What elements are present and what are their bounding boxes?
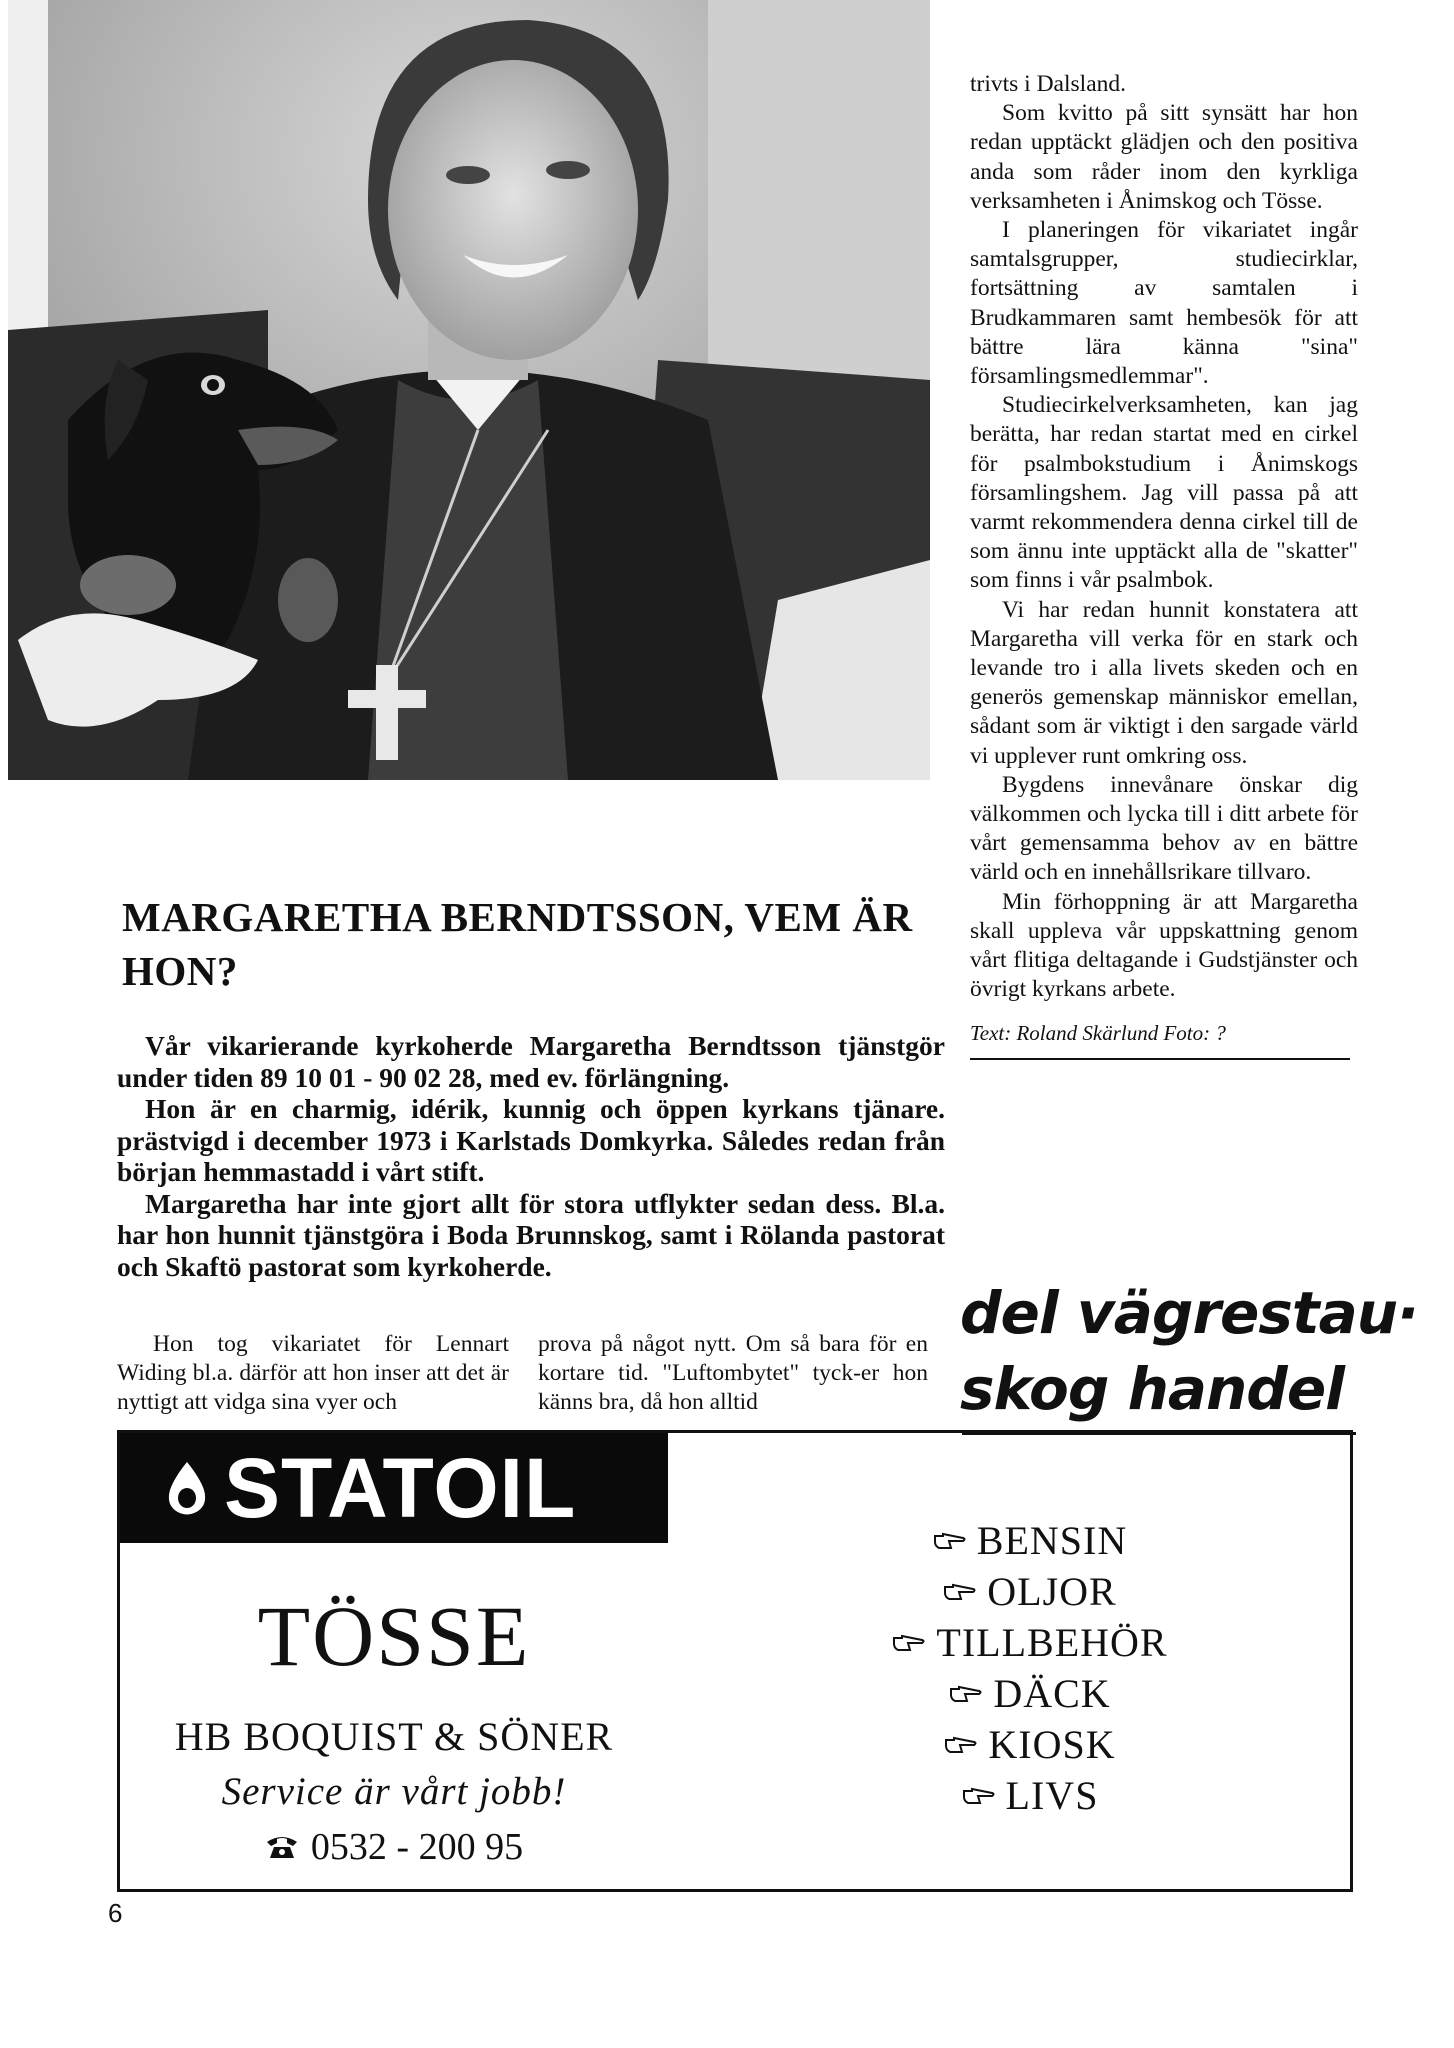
lead-paragraph: Vår vikarierande kyrkoherde Margaretha Berndtsson tjänstgör under tiden 89 10 01 - 90 02 28, med ev. förlängning. [117,1030,945,1093]
ad-list-item-label: LIVS [1005,1773,1099,1818]
article-lead [117,1030,945,1282]
phone-number: 0532 - 200 95 [310,1826,524,1868]
ad-list-item [810,1617,1250,1668]
ad-product-list [810,1515,1250,1821]
ad-list-item [810,1719,1250,1770]
cut-headline-line-2: skog handel [960,1355,1345,1423]
right-col-paragraph: I planeringen för vikariatet ingår samtalsgrupper, studiecirklar, fortsättning av samtalen i Brudkammaren samt hembesök för att bättre lära känna "sina" församlingsmedlemmar". [970,217,1358,390]
lead-paragraph: Margaretha har inte gjort allt för stora utflykter sedan dess. Bl.a. har hon hunnit tjänstgöra i Boda Brunnskog, samt i Rölanda pastorat och Skaftö pastorat som kyrkoherde. [117,1187,945,1282]
ad-town: TÖSSE [257,1588,531,1684]
statoil-drop-icon [164,1460,210,1516]
article-right-column [970,70,1358,1060]
ad-list-item-label: DÄCK [993,1671,1111,1716]
lead-paragraph: Hon är en charmig, idérik, kunnig och öppen kyrkans tjänare. prästvigd i december 1973 i Karlstads Domkyrka. Således redan från början hemmastadd i vårt stift. [117,1093,945,1187]
article-headline: MARGARETHA BERNDTSSON, VEM ÄR HON? [122,894,913,994]
pointing-hand-icon [962,1787,996,1805]
ad-phone [120,1825,668,1869]
ad-list-item-label: BENSIN [976,1518,1128,1563]
ad-list-item-label: OLJOR [987,1569,1117,1614]
article-body-column-2 [538,1330,928,1418]
logo-wordmark: STATOIL [224,1441,577,1535]
pointing-hand-icon [892,1634,926,1652]
article-body-column-1 [117,1330,509,1418]
cut-off-headline [960,1275,1419,1440]
ad-slogan: Service är vårt jobb! [221,1770,567,1813]
ad-list-item [810,1668,1250,1719]
statoil-logo [120,1433,668,1543]
right-col-paragraph: Min förhoppning är att Margaretha skall uppleva vår uppskattning genom vårt flitiga deltagande i Gudstjänster och övrigt kyrkans arbete. [970,888,1358,1003]
right-col-paragraph: Som kvitto på sitt synsätt har hon redan upptäckt glädjen och den positiva anda som råder inom den kyrkliga verksamheten i Ånimskog och Tösse. [970,100,1358,214]
statoil-advertisement [117,1430,1353,1892]
body-paragraph: Hon tog vikariatet för Lennart Widing bl.a. därför att hon inser att det är nyttigt att vidga sina vyer och [117,1331,509,1415]
ad-list-item-label: TILLBEHÖR [936,1620,1168,1665]
portrait-with-dog-illustration [8,0,930,780]
pointing-hand-icon [944,1736,978,1754]
right-col-paragraph: Vi har redan hunnit konstatera att Margaretha vill verka för en stark och levande tro i alla livets skeden och en generös gemenskap människor emellan, sådant som är viktigt i den sargade värld vi upplever runt omkring oss. [970,596,1358,769]
pointing-hand-icon [933,1532,967,1550]
body-paragraph: prova på något nytt. Om så bara för en kortare tid. "Luftombytet" tyck-er hon känns bra, då hon alltid [538,1331,928,1415]
ad-company: HB BOQUIST & SÖNER [174,1714,614,1759]
ad-list-item [810,1566,1250,1617]
photo-text-credit: Text: Roland Skärlund Foto: ? [970,1019,1350,1060]
ad-list-item [810,1515,1250,1566]
page-number: 6 [108,1898,123,1928]
right-col-paragraph: Bygdens innevånare önskar dig välkommen och lycka till i ditt arbete för vårt gemensamma behov av en bättre värld och en innehållsrikare tillvaro. [970,771,1358,886]
article-photo [8,0,930,780]
pointing-hand-icon [949,1685,983,1703]
right-col-paragraph: Studiecirkelverksamheten, kan jag berätta, har redan startat med en cirkel för psalmbokstudium i Ånimskogs församlingshem. Jag vill passa på att varmt rekommendera denna cirkel till de som ännu inte upptäckt alla de "skatter" som finns i vår psalmbok. [970,392,1358,594]
ad-list-item [810,1770,1250,1821]
pointing-hand-icon [943,1583,977,1601]
cut-headline-line-1: del vägrestau· [960,1279,1419,1347]
right-col-paragraph: trivts i Dalsland. [970,71,1126,97]
telephone-icon [265,1834,299,1860]
ad-list-item-label: KIOSK [988,1722,1116,1767]
